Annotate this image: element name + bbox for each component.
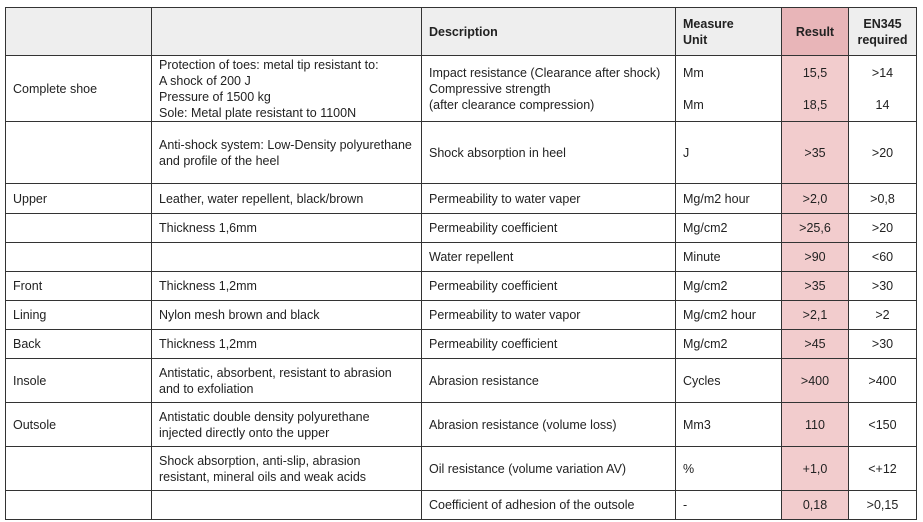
description-cell bbox=[422, 403, 676, 447]
spec-cell bbox=[152, 184, 422, 214]
table-row bbox=[6, 56, 917, 122]
spec-cell bbox=[152, 56, 422, 122]
unit-cell-line: Mm3 bbox=[683, 417, 711, 432]
description-cell-line: Permeability to water vapor bbox=[429, 308, 581, 322]
result-cell-line: >90 bbox=[804, 250, 826, 264]
result-cell bbox=[782, 214, 849, 243]
spec-cell-line: Leather, water repellent, black/brown bbox=[159, 191, 364, 206]
description-cell bbox=[422, 56, 676, 122]
required-cell-line: >30 bbox=[871, 337, 894, 351]
result-cell-line: 18,5 bbox=[802, 97, 828, 112]
required-cell bbox=[849, 403, 917, 447]
unit-cell-line: - bbox=[683, 498, 688, 512]
result-cell-line: 110 bbox=[805, 417, 825, 432]
result-cell-line: >2,0 bbox=[802, 191, 828, 206]
description-cell-line: Permeability coefficient bbox=[429, 279, 558, 293]
part-cell: Back bbox=[6, 330, 152, 359]
required-cell-line: <150 bbox=[868, 417, 897, 432]
unit-cell-line: Mg/cm2 hour bbox=[683, 308, 756, 322]
spec-cell bbox=[152, 214, 422, 243]
table-row bbox=[6, 403, 917, 447]
unit-cell bbox=[676, 214, 782, 243]
unit-cell-line: Mg/cm2 bbox=[683, 337, 728, 351]
spec-cell-line: Thickness 1,2mm bbox=[159, 279, 257, 293]
table-row bbox=[6, 184, 917, 214]
unit-cell bbox=[676, 122, 782, 184]
result-cell bbox=[782, 56, 849, 122]
description-cell bbox=[422, 122, 676, 184]
spec-cell bbox=[152, 359, 422, 403]
result-cell-line: +1,0 bbox=[802, 461, 828, 476]
spec-cell-line: Antistatic double density polyurethane injected directly onto the upper bbox=[159, 409, 370, 440]
required-cell-line: >0,8 bbox=[870, 191, 895, 206]
part-cell bbox=[6, 491, 152, 520]
description-cell-line: Oil resistance (volume variation AV) bbox=[429, 461, 627, 476]
header-spec bbox=[152, 8, 422, 56]
part-cell bbox=[6, 447, 152, 491]
spec-cell-line: Anti-shock system: Low-Density polyurethane and profile of the heel bbox=[159, 137, 412, 168]
description-cell-line: Abrasion resistance bbox=[429, 373, 539, 388]
spec-cell-line: A shock of 200 J bbox=[159, 73, 251, 88]
unit-cell-line: Mm bbox=[683, 65, 704, 80]
unit-cell bbox=[676, 359, 782, 403]
header-measure-unit-line: Measure bbox=[683, 16, 734, 31]
required-cell bbox=[849, 330, 917, 359]
description-cell-line: Permeability coefficient bbox=[429, 221, 558, 235]
spec-cell-line: Thickness 1,2mm bbox=[159, 337, 257, 351]
table-row bbox=[6, 214, 917, 243]
unit-cell bbox=[676, 301, 782, 330]
unit-cell-line: Mg/cm2 bbox=[683, 279, 728, 293]
required-cell-line: >2 bbox=[875, 308, 890, 322]
header-en345-line: EN345 bbox=[863, 16, 902, 31]
required-cell bbox=[849, 359, 917, 403]
header-result: Result bbox=[782, 8, 849, 56]
part-cell: Front bbox=[6, 272, 152, 301]
part-cell bbox=[6, 214, 152, 243]
table-row bbox=[6, 330, 917, 359]
unit-cell bbox=[676, 272, 782, 301]
spec-cell-line: Antistatic, absorbent, resistant to abrasion and to exfoliation bbox=[159, 365, 392, 396]
description-cell-line: Water repellent bbox=[429, 250, 514, 264]
required-cell bbox=[849, 122, 917, 184]
result-cell bbox=[782, 184, 849, 214]
header-measure-unit-line: Unit bbox=[683, 32, 708, 47]
spec-cell-line: Protection of toes: metal tip resistant to: bbox=[159, 57, 379, 72]
table-row bbox=[6, 359, 917, 403]
result-cell bbox=[782, 330, 849, 359]
unit-cell bbox=[676, 184, 782, 214]
part-cell: Insole bbox=[6, 359, 152, 403]
result-cell bbox=[782, 122, 849, 184]
required-cell bbox=[849, 184, 917, 214]
spec-cell bbox=[152, 491, 422, 520]
unit-cell-line: % bbox=[683, 461, 695, 476]
spec-cell-line: Nylon mesh brown and black bbox=[159, 308, 320, 322]
required-cell-line: >20 bbox=[871, 145, 894, 160]
required-cell bbox=[849, 491, 917, 520]
spec-cell bbox=[152, 243, 422, 272]
unit-cell bbox=[676, 56, 782, 122]
result-cell-line: >25,6 bbox=[799, 221, 831, 235]
specification-table bbox=[5, 7, 917, 520]
unit-cell-line: Minute bbox=[683, 250, 721, 264]
result-cell bbox=[782, 491, 849, 520]
result-cell bbox=[782, 301, 849, 330]
required-cell-line: >14 bbox=[871, 65, 894, 80]
part-cell: Upper bbox=[6, 184, 152, 214]
table-row bbox=[6, 122, 917, 184]
result-cell bbox=[782, 447, 849, 491]
description-cell-line: Permeability coefficient bbox=[429, 337, 558, 351]
part-cell: Complete shoe bbox=[6, 56, 152, 122]
required-cell-line: >400 bbox=[868, 373, 897, 388]
required-cell bbox=[849, 243, 917, 272]
result-cell bbox=[782, 359, 849, 403]
description-cell-line: Abrasion resistance (volume loss) bbox=[429, 417, 617, 432]
table-row bbox=[6, 301, 917, 330]
result-cell bbox=[782, 243, 849, 272]
unit-cell-line: Mg/m2 hour bbox=[683, 191, 750, 206]
required-cell bbox=[849, 56, 917, 122]
description-cell bbox=[422, 272, 676, 301]
spec-cell bbox=[152, 272, 422, 301]
unit-cell-line: Mm bbox=[683, 97, 704, 112]
spec-cell bbox=[152, 122, 422, 184]
description-cell-line: Compressive strength bbox=[429, 81, 551, 96]
description-cell bbox=[422, 447, 676, 491]
result-cell bbox=[782, 403, 849, 447]
header-part bbox=[6, 8, 152, 56]
description-cell bbox=[422, 491, 676, 520]
description-cell bbox=[422, 214, 676, 243]
spec-cell bbox=[152, 447, 422, 491]
result-cell-line: >2,1 bbox=[802, 308, 828, 322]
table-row bbox=[6, 243, 917, 272]
required-cell-line: >30 bbox=[871, 279, 894, 293]
table-row bbox=[6, 447, 917, 491]
result-cell-line: 15,5 bbox=[802, 65, 828, 80]
unit-cell-line: Cycles bbox=[683, 373, 721, 388]
unit-cell bbox=[676, 491, 782, 520]
header-row bbox=[6, 8, 917, 56]
required-cell bbox=[849, 447, 917, 491]
required-cell-line: <60 bbox=[871, 250, 894, 264]
description-cell-line: Coefficient of adhesion of the outsole bbox=[429, 498, 635, 512]
description-cell-line: Impact resistance (Clearance after shock) bbox=[429, 65, 661, 80]
unit-cell-line: Mg/cm2 bbox=[683, 221, 728, 235]
description-cell bbox=[422, 330, 676, 359]
spec-cell-line: Thickness 1,6mm bbox=[159, 221, 257, 235]
spec-cell bbox=[152, 301, 422, 330]
unit-cell bbox=[676, 243, 782, 272]
required-cell-line: >0,15 bbox=[866, 498, 899, 512]
spec-cell-line: Shock absorption, anti-slip, abrasion resistant, mineral oils and weak acids bbox=[159, 453, 367, 484]
header-measure-unit bbox=[676, 8, 782, 56]
required-cell-line: 14 bbox=[875, 97, 890, 112]
required-cell bbox=[849, 214, 917, 243]
header-en345-line: required bbox=[857, 32, 908, 47]
required-cell-line: >20 bbox=[871, 221, 894, 235]
unit-cell bbox=[676, 447, 782, 491]
result-cell-line: >35 bbox=[804, 145, 826, 160]
spec-cell-line: Sole: Metal plate resistant to 1100N bbox=[159, 105, 357, 120]
result-cell bbox=[782, 272, 849, 301]
description-cell bbox=[422, 184, 676, 214]
result-cell-line: 0,18 bbox=[802, 498, 828, 512]
spec-cell bbox=[152, 403, 422, 447]
header-en345-required bbox=[849, 8, 917, 56]
result-cell-line: >35 bbox=[804, 279, 826, 293]
unit-cell bbox=[676, 403, 782, 447]
spec-cell-line: Pressure of 1500 kg bbox=[159, 89, 271, 104]
description-cell-line: Permeability to water vaper bbox=[429, 191, 581, 206]
description-cell-line: Shock absorption in heel bbox=[429, 145, 566, 160]
result-cell-line: >45 bbox=[804, 337, 826, 351]
spec-cell bbox=[152, 330, 422, 359]
required-cell bbox=[849, 272, 917, 301]
required-cell-line: <+12 bbox=[868, 461, 897, 476]
part-cell bbox=[6, 243, 152, 272]
header-description: Description bbox=[422, 8, 676, 56]
required-cell bbox=[849, 301, 917, 330]
unit-cell bbox=[676, 330, 782, 359]
description-cell-line: (after clearance compression) bbox=[429, 97, 595, 112]
part-cell: Outsole bbox=[6, 403, 152, 447]
table-row bbox=[6, 272, 917, 301]
description-cell bbox=[422, 359, 676, 403]
table-row bbox=[6, 491, 917, 520]
part-cell: Lining bbox=[6, 301, 152, 330]
unit-cell-line: J bbox=[683, 145, 690, 160]
part-cell bbox=[6, 122, 152, 184]
description-cell bbox=[422, 301, 676, 330]
description-cell bbox=[422, 243, 676, 272]
result-cell-line: >400 bbox=[800, 373, 830, 388]
